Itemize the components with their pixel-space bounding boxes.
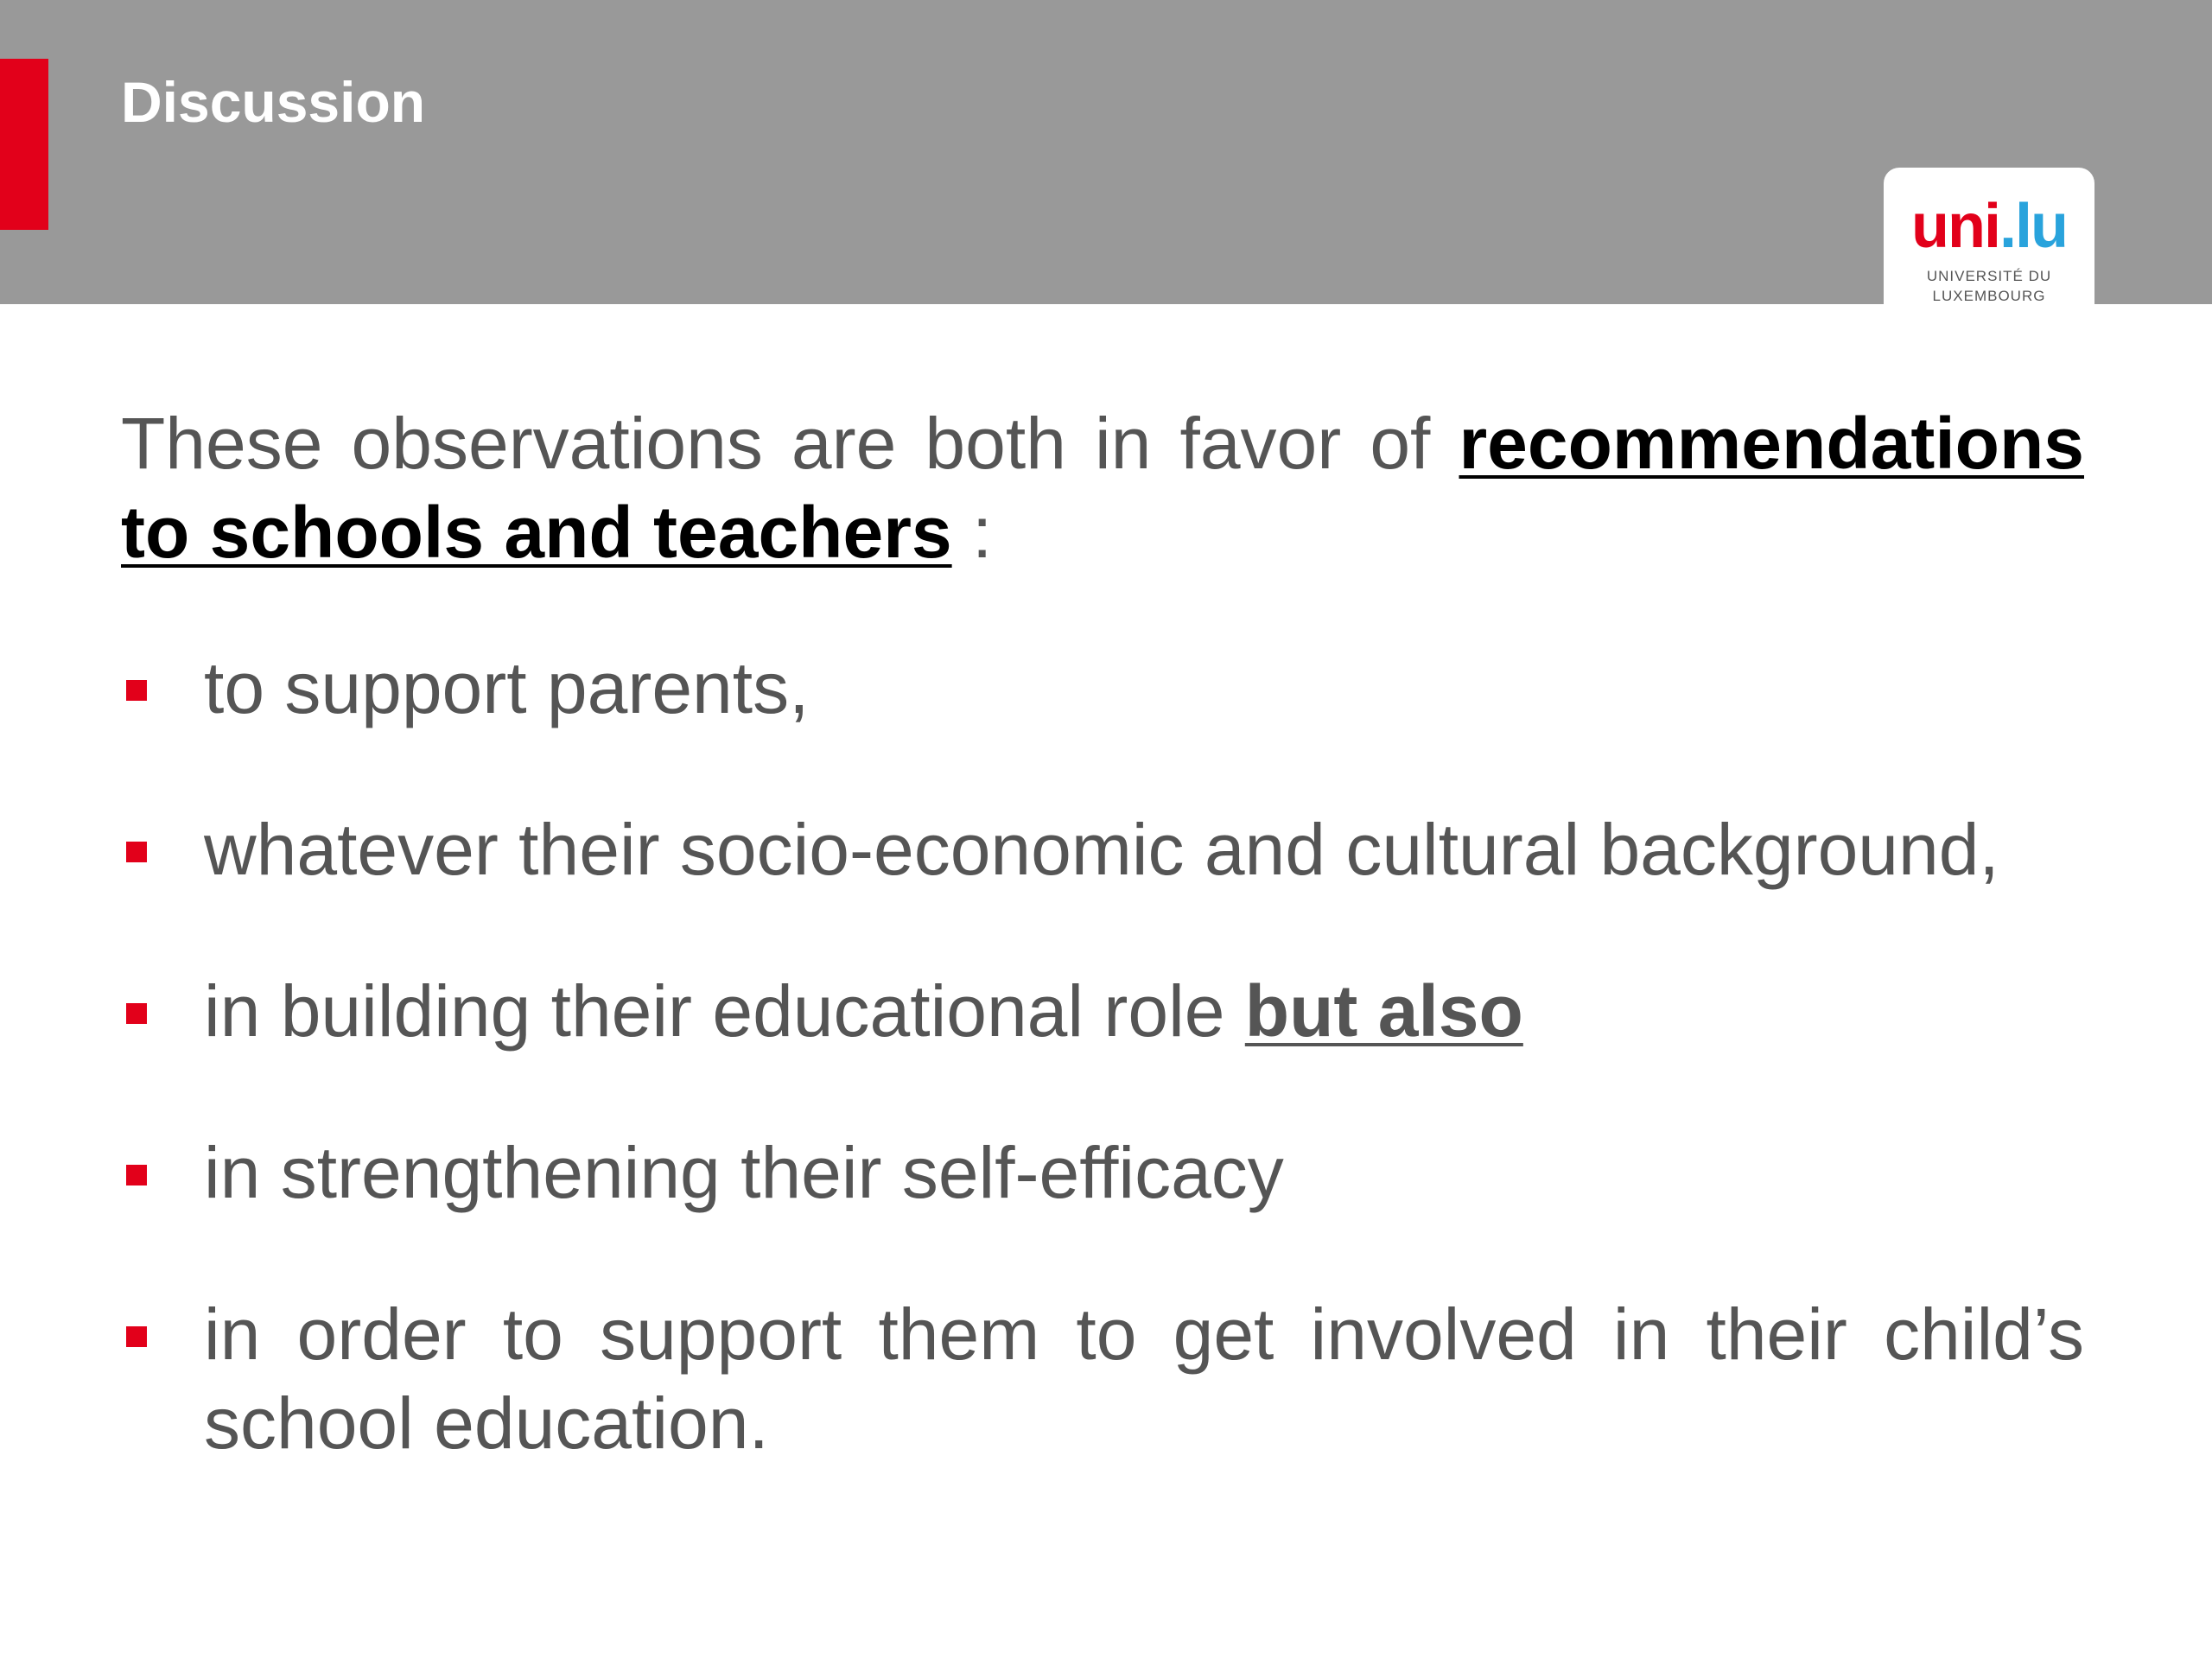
- red-square-icon: [126, 680, 147, 701]
- red-square-icon: [126, 1326, 147, 1347]
- list-item: [121, 644, 2084, 733]
- list-item: [121, 805, 2084, 894]
- university-logo: [1884, 168, 2094, 304]
- slide-header: [0, 0, 2212, 304]
- intro-paragraph: [121, 399, 2084, 577]
- intro-text-before: These observations are both in favor of: [121, 403, 1459, 484]
- bullet-text: in strengthening their self-efficacy: [204, 1132, 1284, 1213]
- logo-caption: [1884, 266, 2094, 306]
- logo-caption-line1: UNIVERSITÉ DU: [1926, 268, 2052, 284]
- bullet-text: to support parents,: [204, 647, 810, 728]
- bullet-text: in order to support them to get involved in their child’s school education.: [204, 1294, 2084, 1464]
- header-accent-bar: [0, 59, 48, 230]
- red-square-icon: [126, 1003, 147, 1024]
- logo-mark-lu: .lu: [1999, 192, 2067, 261]
- list-item: [121, 967, 2084, 1056]
- logo-caption-line2: LUXEMBOURG: [1932, 288, 2046, 304]
- list-item: [121, 1290, 2084, 1468]
- bullet-list: [121, 644, 2084, 1541]
- bullet-text: whatever their socio-economic and cultural background,: [204, 809, 1999, 890]
- slide-title: Discussion: [121, 70, 426, 134]
- bullet-text: in building their educational role: [204, 970, 1245, 1052]
- list-item: [121, 1128, 2084, 1217]
- intro-emphasis: recommendations to schools and teachers: [121, 403, 2084, 573]
- intro-text-after: :: [951, 492, 993, 573]
- bullet-emphasis: but also: [1244, 970, 1523, 1052]
- logo-wordmark: [1884, 192, 2094, 261]
- logo-mark-uni: uni: [1911, 192, 1999, 261]
- red-square-icon: [126, 1165, 147, 1185]
- red-square-icon: [126, 842, 147, 862]
